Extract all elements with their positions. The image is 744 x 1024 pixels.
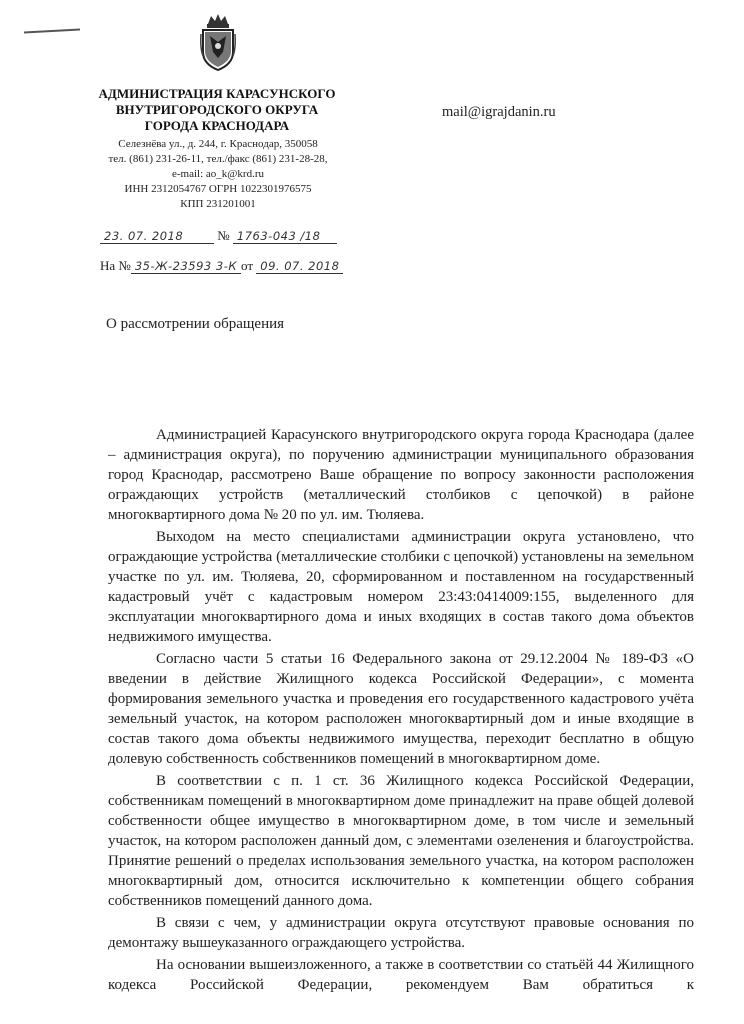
org-email: e-mail: ao_k@krd.ru: [172, 168, 264, 180]
org-contacts: [98, 137, 338, 212]
org-name-line: АДМИНИСТРАЦИЯ КАРАСУНСКОГО: [98, 86, 336, 101]
body-paragraph: Согласно части 5 статьи 16 Федерального закона от 29.12.2004 № 189-ФЗ «О введении в действие Жилищного кодекса Российской Федерации», с момента формирования земельного участка и проведения его государственного кадастрового учёта земельный участок, на котором расположен многоквартирный дом и иные входящие в состав такого дома объекты недвижимого имущества, переходит бесплатно в общую долевую собственность собственников помещений в многоквартирном доме.: [108, 651, 694, 767]
letter-subject: О рассмотрении обращения: [106, 316, 285, 332]
scan-mark: [24, 29, 80, 34]
org-kpp: КПП 231201001: [180, 198, 256, 210]
body-paragraph: На основании вышеизложенного, а также в соответствии со статьёй 44 Жилищного кодекса Российской Федерации, рекомендуем Вам обратиться к: [108, 957, 694, 993]
incoming-reference: [100, 258, 343, 274]
outgoing-registration: [100, 228, 337, 244]
ref-prefix: На №: [100, 258, 131, 273]
body-paragraph: Администрацией Карасунского внутригородского округа города Краснодара (далее – администрация округа), по поручению администрации муниципального образования город Краснодар, рассмотрено Ваше обращение по вопросу законности расположения ограждающих устройств (металлический столбиков с цепочкой) в районе многоквартирного дома № 20 по ул. им. Тюляева.: [108, 427, 694, 523]
body-paragraph: В соответствии с п. 1 ст. 36 Жилищного кодекса Российской Федерации, собственникам помещений в многоквартирном доме принадлежит на праве общей долевой собственности общее имущество в многоквартирном доме, в том числе и земельный участок, на котором расположен данный дом, с элементами озеленения и благоустройства. Принятие решений о пределах использования земельного участка, на котором расположен многоквартирный дом, относится исключительно к компетенции общего собрания собственников помещений данного дома.: [108, 773, 694, 909]
ref-number: 35-Ж-23593 3-К: [131, 259, 241, 274]
recipient-email: mail@igrajdanin.ru: [442, 104, 556, 120]
organization-name: [94, 86, 340, 134]
ref-date: 09. 07. 2018: [256, 259, 343, 274]
org-phones: тел. (861) 231-26-11, тел./факс (861) 231-28-28,: [108, 153, 328, 165]
org-name-line: ВНУТРИГОРОДСКОГО ОКРУГА: [115, 102, 319, 117]
ref-from-label: от: [241, 258, 254, 273]
org-name-line: ГОРОДА КРАСНОДАРА: [144, 118, 290, 133]
org-address: Селезнёва ул., д. 244, г. Краснодар, 350058: [118, 138, 318, 150]
org-inn-ogrn: ИНН 2312054767 ОГРН 1022301976575: [124, 183, 312, 195]
coat-of-arms-icon: [199, 12, 237, 72]
outgoing-number: 1763-043 /18: [233, 229, 337, 244]
body-paragraph: Выходом на место специалистами администрации округа установлено, что ограждающие устройства (металлические столбики с цепочкой) установлены на земельном участке по ул. им. Тюляева, 20, сформированном и поставленном на государственный кадастровый учёт с кадастровым номером 23:43:0414009:155, выделенного для эксплуатации многоквартирного дома и иных входящих в состав такого дома объектов недвижимого имущества.: [108, 529, 695, 645]
number-label: №: [217, 228, 230, 243]
body-paragraph: В связи с чем, у администрации округа отсутствуют правовые основания по демонтажу вышеуказанного ограждающего устройства.: [108, 915, 694, 951]
letter-body: [108, 425, 694, 997]
outgoing-date: 23. 07. 2018: [100, 229, 214, 244]
